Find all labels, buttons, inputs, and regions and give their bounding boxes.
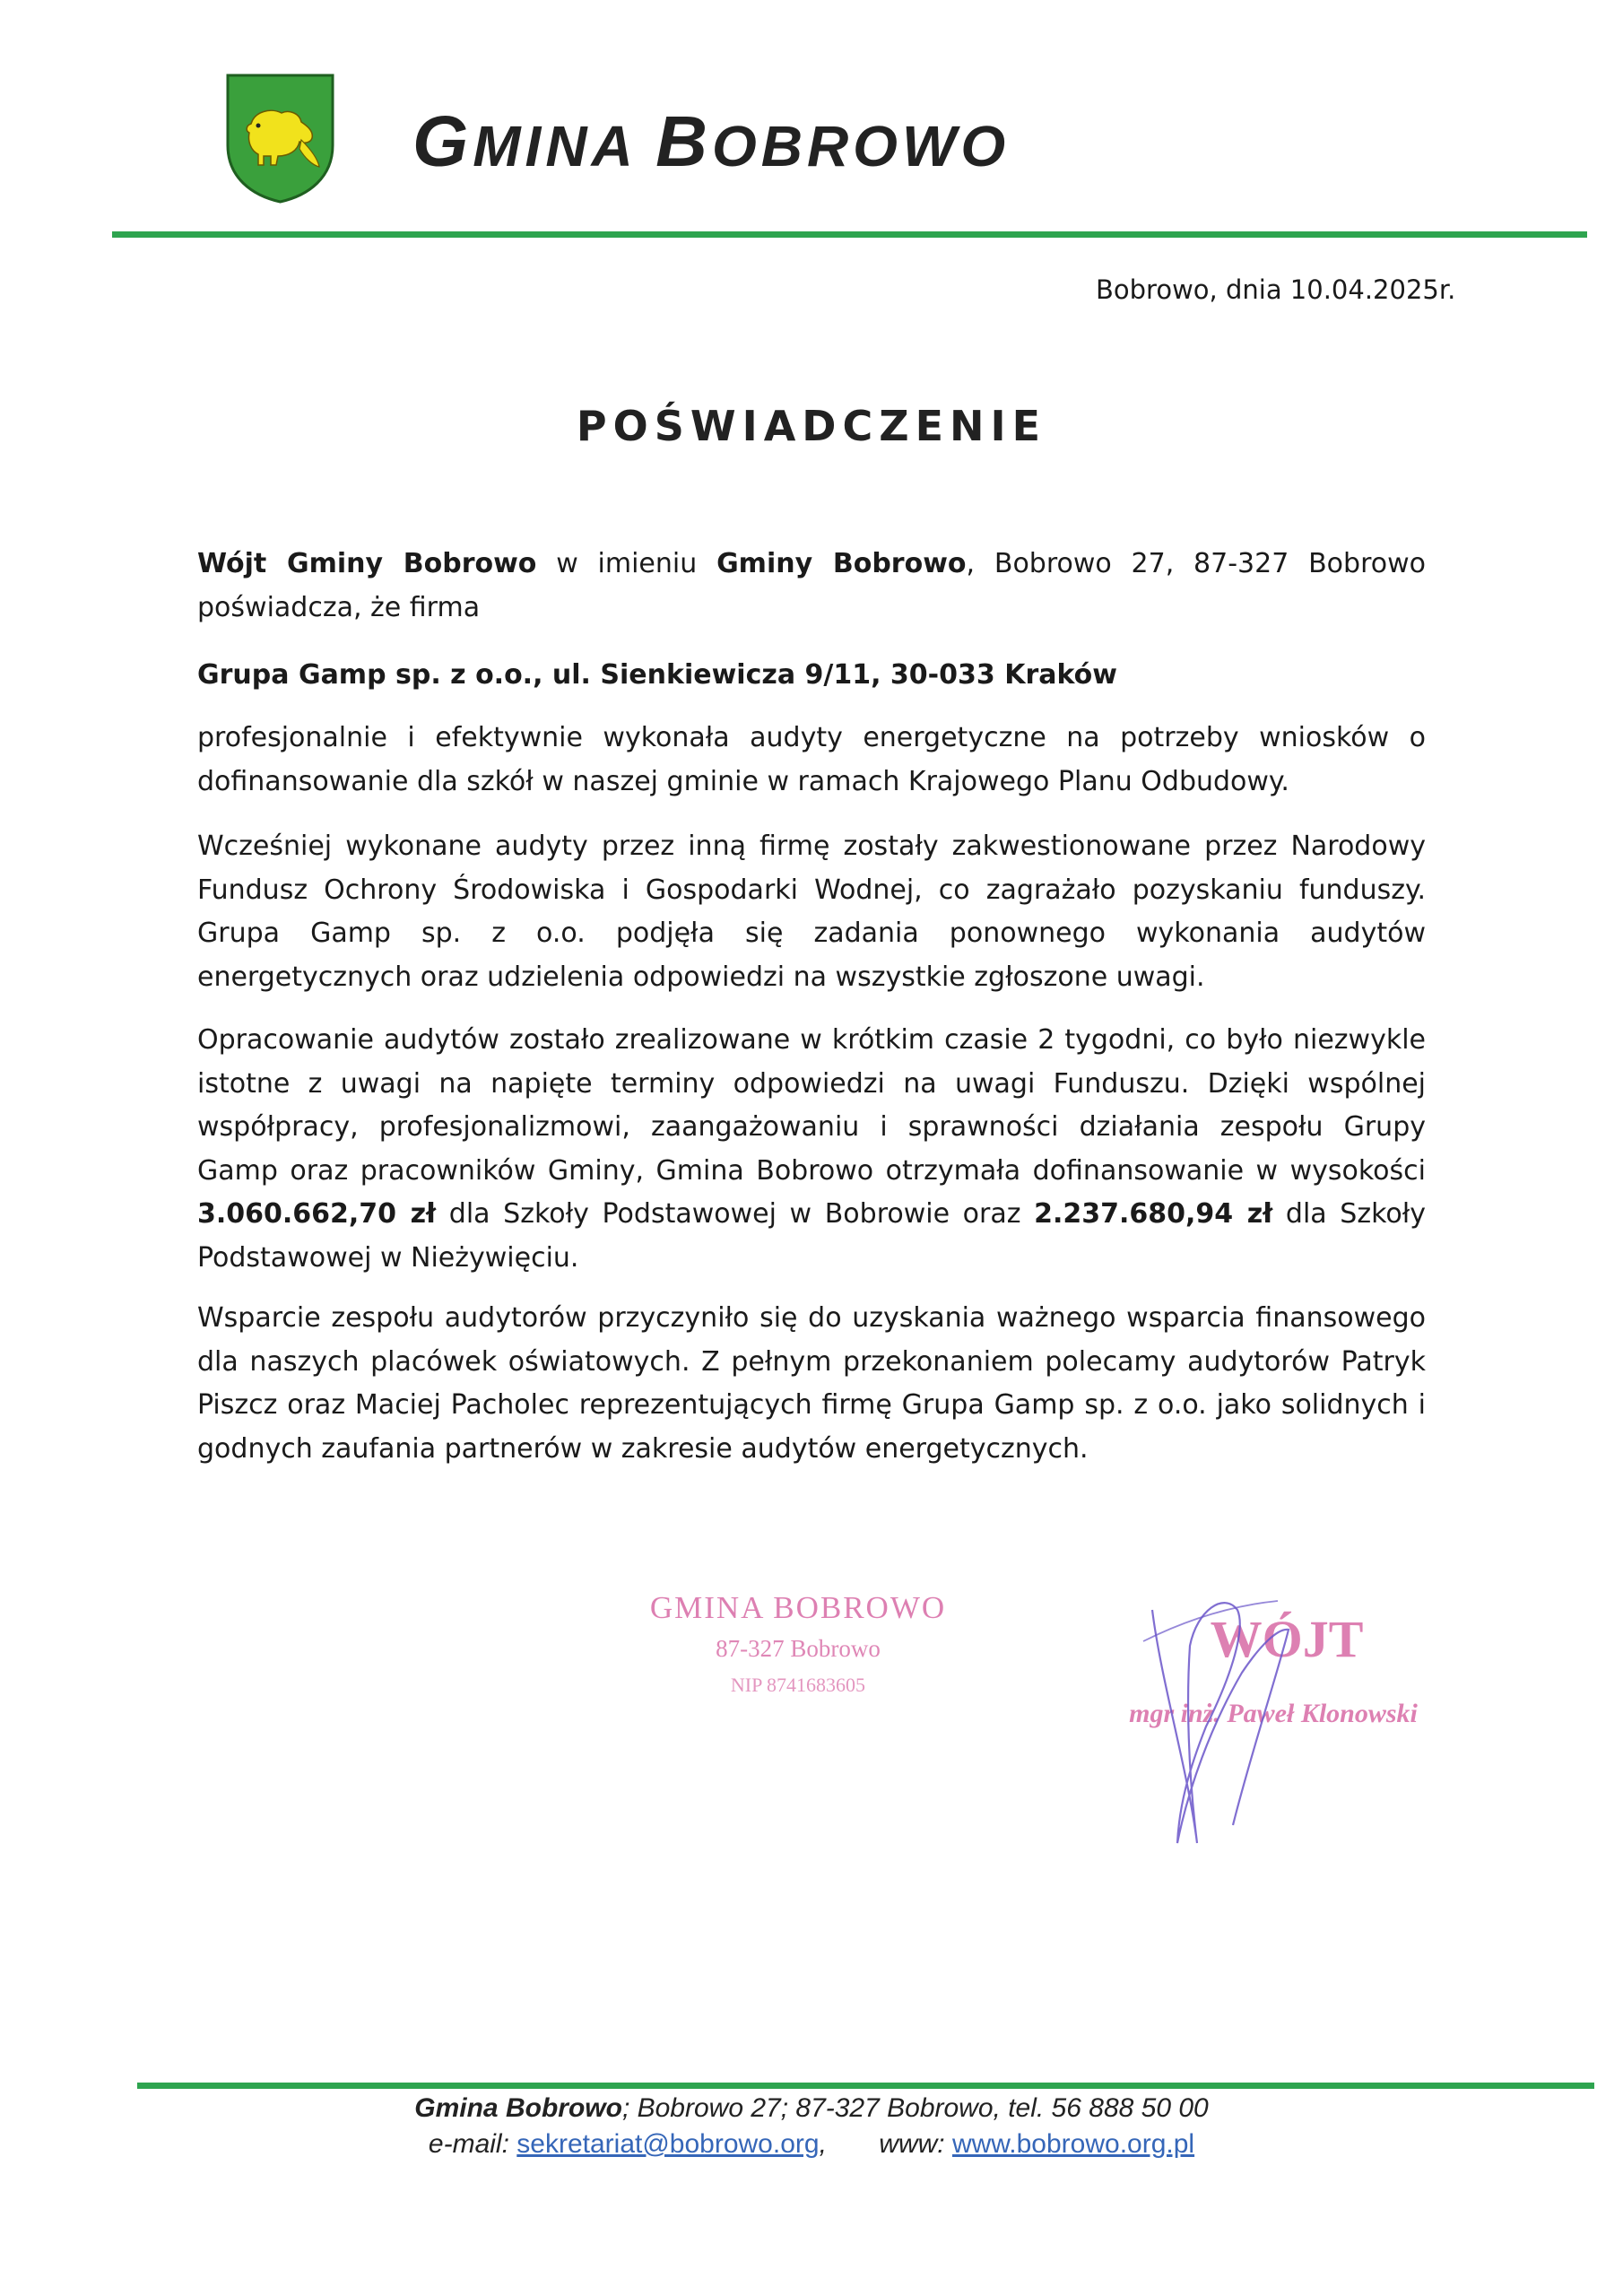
footer-contact-line: e-mail: sekretariat@bobrowo.org, www: www.bobrowo.org.pl [428, 2129, 1195, 2159]
funding-amount-2: 2.237.680,94 zł [1034, 1198, 1273, 1230]
document-title: POŚWIADCZENIE [576, 402, 1047, 450]
website-link[interactable]: www.bobrowo.org.pl [951, 2129, 1195, 2159]
paragraph-1: profesjonalnie i efektywnie wykonała audyty energetyczne na potrzeby wniosków o dofinansowanie dla szkół w naszej gminie w ramach Krajowego Planu Odbudowy. [197, 722, 1426, 797]
funding-amount-1: 3.060.662,70 zł [197, 1198, 437, 1230]
stamp-line-1: GMINA BOBROWO [649, 1590, 947, 1625]
date-line: Bobrowo, dnia 10.04.2025r. [1096, 274, 1456, 305]
intro-paragraph: Wójt Gminy Bobrowo w imieniu Gminy Bobrowo, Bobrowo 27, 87-327 Bobrowo poświadcza, że firma [197, 548, 1427, 623]
header-divider [112, 231, 1587, 238]
signature-name: mgr inż. Paweł Klonowski [1129, 1699, 1418, 1728]
coat-of-arms-icon [224, 72, 336, 204]
stamp-line-2: 87-327 Bobrowo [716, 1635, 881, 1662]
footer-address-line: Gmina Bobrowo; Bobrowo 27; 87-327 Bobrowo, tel. 56 888 50 00 [414, 2093, 1209, 2123]
paragraph-4: Wsparcie zespołu audytorów przyczyniło się do uzyskania ważnego wsparcia finansowego dla naszych placówek oświatowych. Z pełnym przekonaniem polecamy audytorów Patryk Piszcz oraz Maciej Pacholec reprezentujących firmę Grupa Gamp sp. z o.o. jako solidnych i godnych zaufania partnerów w zakresie audytów energetycznych. [197, 1302, 1426, 1465]
footer-divider [137, 2083, 1594, 2089]
signature-title: WÓJT [1210, 1610, 1364, 1668]
stamp-line-3: NIP 8741683605 [730, 1674, 866, 1696]
paragraph-2: Wcześniej wykonane audyty przez inną firmę zostały zakwestionowane przez Narodowy Fundusz Ochrony Środowiska i Gospodarki Wodnej, co zagrażało pozyskaniu funduszy. Grupa Gamp sp. z o.o. podjęła się zadania ponownego wykonania audytów energetycznych oraz udzielenia odpowiedzi na wszystkie zgłoszone uwagi. [197, 831, 1426, 993]
company-line: Grupa Gamp sp. z o.o., ul. Sienkiewicza 9/11, 30-033 Kraków [197, 659, 1117, 691]
signature-block [1054, 1574, 1430, 1861]
official-stamp [628, 1580, 968, 1701]
org-name-heading: GMINA BOBROWO [412, 101, 1011, 181]
email-link[interactable]: sekretariat@bobrowo.org [516, 2129, 820, 2159]
paragraph-3: Opracowanie audytów zostało zrealizowane w krótkim czasie 2 tygodni, co było niezwykle istotne z uwagi na napięte terminy odpowiedzi na uwagi Funduszu. Dzięki wspólnej współpracy, profesjonalizmowi, zaangażowaniu i sprawności działania zespołu Grupy Gamp oraz pracowników Gminy, Gmina Bobrowo otrzymała dofinansowanie w wysokości 3.060.662,70 zł dla Szkoły Podstawowej w Bobrowie oraz 2.237.680,94 zł dla Szkoły Podstawowej w Nieżywięciu. [197, 1024, 1427, 1274]
